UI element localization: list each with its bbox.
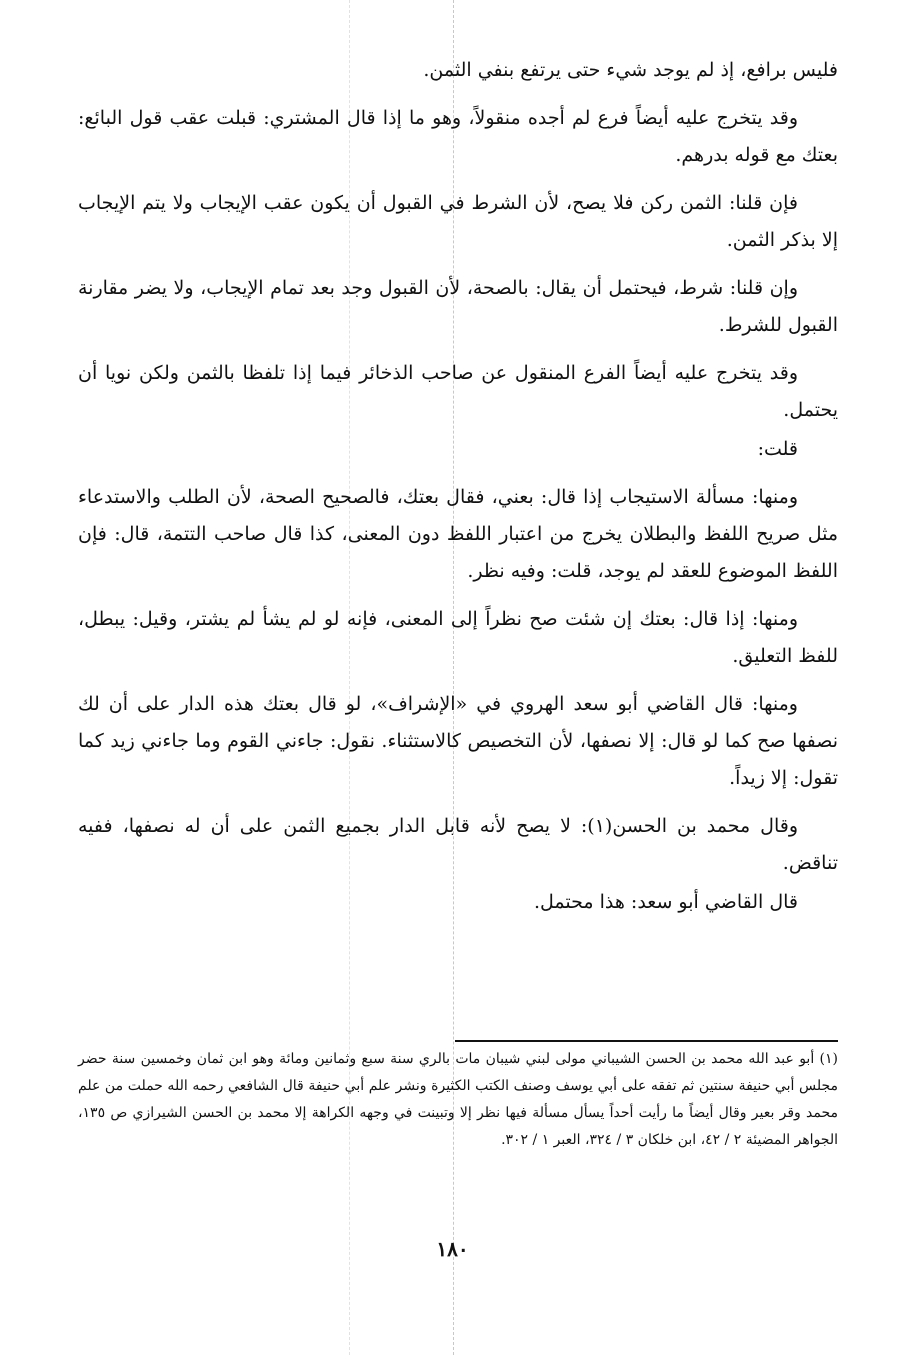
paragraph: ومنها: قال القاضي أبو سعد الهروي في «الإشراف»، لو قال بعتك هذه الدار على أن لك نصفها صح كما لو قال: إلا نصفها، لأن التخصيص كالاستثناء. نقول: جاءني القوم وما جاءني زيد كما تقول: إلا زيداً. — [78, 693, 838, 789]
footnote: (١) أبو عبد الله محمد بن الحسن الشيباني مولى لبني شيبان مات بالري سنة سبع وثمانين ومائة وهو ابن ثمان وخمسين سنة حضر مجلس أبي حنيفة سنتين ثم تفقه على أبي يوسف وصنف الكتب الكثيرة ونشر علم أبي حنيفة قال الشافعي رحمه الله حملت من علم محمد وقر بعير وقال أيضاً ما رأيت أحداً يسأل مسألة فيها نظر إلا وتبينت في وجهه الكراهة إلا محمد بن الحسن الشيرازي ص ١٣٥، الجواهر المضيئة ٢ / ٤٢، ابن خلكان ٣ / ٣٢٤، العبر ١ / ٣٠٢. — [78, 1051, 838, 1148]
paragraph: ومنها: إذا قال: بعتك إن شئت صح نظراً إلى المعنى، فإنه لو لم يشأ لم يشتر، وقيل: يبطل، للفظ التعليق. — [78, 608, 838, 667]
footnote-divider — [455, 1040, 838, 1042]
main-text — [78, 52, 838, 932]
paragraph: ومنها: مسألة الاستيجاب إذا قال: بعني، فقال بعتك، فالصحيح الصحة، لأن الطلب والاستدعاء مثل صريح اللفظ والبطلان يخرج من اعتبار اللفظ دون المعنى، كذا قال صاحب التتمة، قال: فإن اللفظ الموضوع للعقد لم يوجد، قلت: وفيه نظر. — [78, 486, 838, 582]
footnotes — [78, 1046, 838, 1154]
paragraph: وإن قلنا: شرط، فيحتمل أن يقال: بالصحة، لأن القبول وجد بعد تمام الإيجاب، ولا يضر مقارنة القبول للشرط. — [78, 277, 838, 336]
page-number: ١٨٠ — [436, 1237, 469, 1261]
paragraph: قال القاضي أبو سعد: هذا محتمل. — [533, 891, 798, 913]
paragraph: وقد يتخرج عليه أيضاً فرع لم أجده منقولاً، وهو ما إذا قال المشتري: قبلت عقب قول البائع: بعتك مع قوله بدرهم. — [78, 107, 838, 166]
paragraph: قلت: — [757, 438, 798, 460]
paragraph: فإن قلنا: الثمن ركن فلا يصح، لأن الشرط في القبول أن يكون عقب الإيجاب ولا يتم الإيجاب إلا بذكر الثمن. — [78, 192, 838, 251]
paragraph: وقال محمد بن الحسن(١): لا يصح لأنه قابل الدار بجميع الثمن على أن له نصفها، ففيه تناقض. — [78, 815, 838, 874]
paragraph: فليس برافع، إذ لم يوجد شيء حتى يرتفع بنفي الثمن. — [423, 59, 838, 81]
paragraph: وقد يتخرج عليه أيضاً الفرع المنقول عن صاحب الذخائر فيما إذا تلفظا بالثمن ولكن نويا أن يحتمل. — [78, 362, 838, 421]
